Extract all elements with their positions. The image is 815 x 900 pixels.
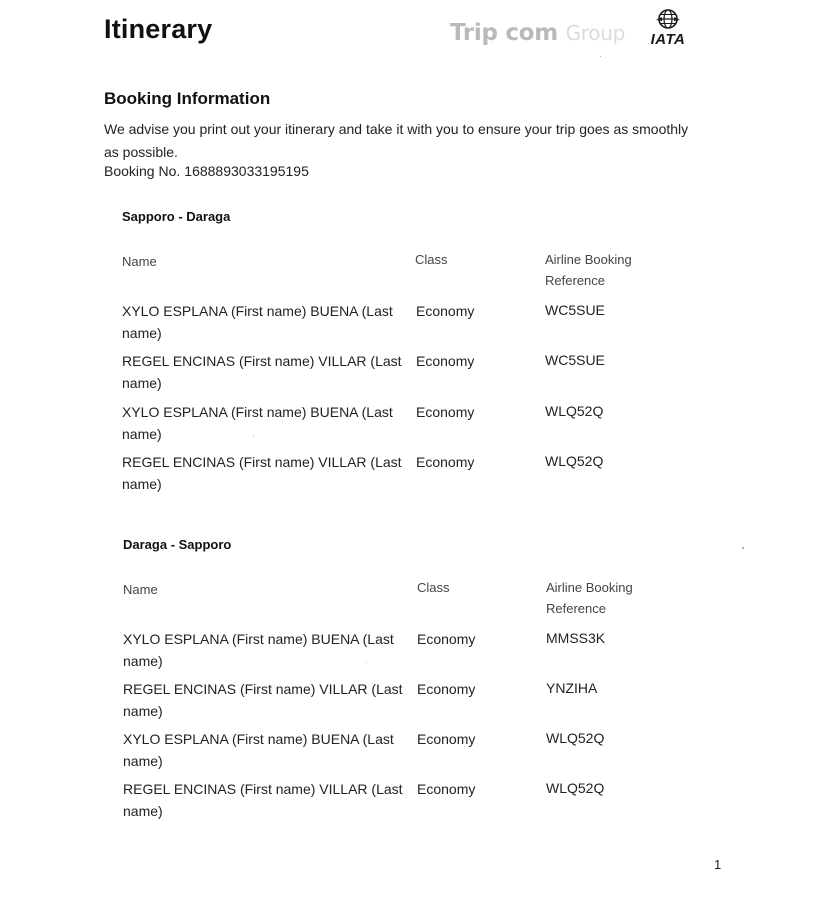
passenger-class: Economy: [416, 303, 475, 319]
brand-trip-text: Trip com: [450, 20, 558, 46]
passenger-name: REGEL ENCINAS (First name) VILLAR (Last name): [122, 454, 402, 492]
route-title: Sapporo - Daraga: [122, 209, 231, 224]
passenger-class: Economy: [416, 353, 475, 369]
booking-number: [104, 163, 309, 179]
passenger-name: XYLO ESPLANA (First name) BUENA (Last name): [123, 631, 394, 669]
passenger-name: XYLO ESPLANA (First name) BUENA (Last name): [122, 303, 393, 341]
booking-reference: WLQ52Q: [546, 780, 605, 796]
booking-information-heading: Booking Information: [104, 89, 271, 108]
booking-number-value: 1688893033195195: [184, 163, 309, 179]
passenger-name: XYLO ESPLANA (First name) BUENA (Last name): [122, 404, 393, 442]
page-number: 1: [714, 857, 722, 872]
passenger-name: REGEL ENCINAS (First name) VILLAR (Last name): [122, 353, 402, 391]
globe-icon: [656, 8, 680, 30]
scan-speck: [366, 662, 367, 663]
passenger-class: Economy: [417, 631, 476, 647]
booking-reference: WLQ52Q: [545, 453, 604, 469]
route-title: Daraga - Sapporo: [123, 537, 232, 552]
booking-reference: WLQ52Q: [545, 403, 604, 419]
passenger-class: Economy: [417, 781, 476, 797]
column-header-name: Name: [123, 582, 158, 597]
booking-number-label: Booking No.: [104, 163, 181, 179]
scan-speck: [600, 56, 601, 57]
brand-group-text: Group: [565, 21, 625, 45]
scan-speck: [253, 436, 254, 437]
booking-reference: WLQ52Q: [546, 730, 605, 746]
column-header-reference: Airline Booking Reference: [545, 252, 632, 288]
passenger-class: Economy: [416, 454, 475, 470]
passenger-class: Economy: [417, 731, 476, 747]
trip-com-group-logo: [450, 20, 625, 46]
page-title: Itinerary: [104, 14, 213, 44]
booking-reference: WC5SUE: [545, 302, 605, 318]
column-header-class: Class: [417, 580, 450, 595]
column-header-class: Class: [415, 252, 448, 267]
advice-text: We advise you print out your itinerary and take it with you to ensure your trip goes as smoothly as possible.: [104, 121, 689, 160]
passenger-class: Economy: [417, 681, 476, 697]
column-header-name: Name: [122, 254, 157, 269]
passenger-class: Economy: [416, 404, 475, 420]
passenger-name: REGEL ENCINAS (First name) VILLAR (Last name): [123, 681, 403, 719]
iata-label: IATA: [650, 31, 686, 48]
column-header-reference: Airline Booking Reference: [546, 580, 633, 616]
booking-reference: YNZIHA: [546, 680, 598, 696]
iata-logo: [636, 8, 700, 50]
scan-speck: [742, 547, 744, 549]
booking-reference: MMSS3K: [546, 630, 606, 646]
booking-reference: WC5SUE: [545, 352, 605, 368]
passenger-name: REGEL ENCINAS (First name) VILLAR (Last name): [123, 781, 403, 819]
passenger-name: XYLO ESPLANA (First name) BUENA (Last name): [123, 731, 394, 769]
